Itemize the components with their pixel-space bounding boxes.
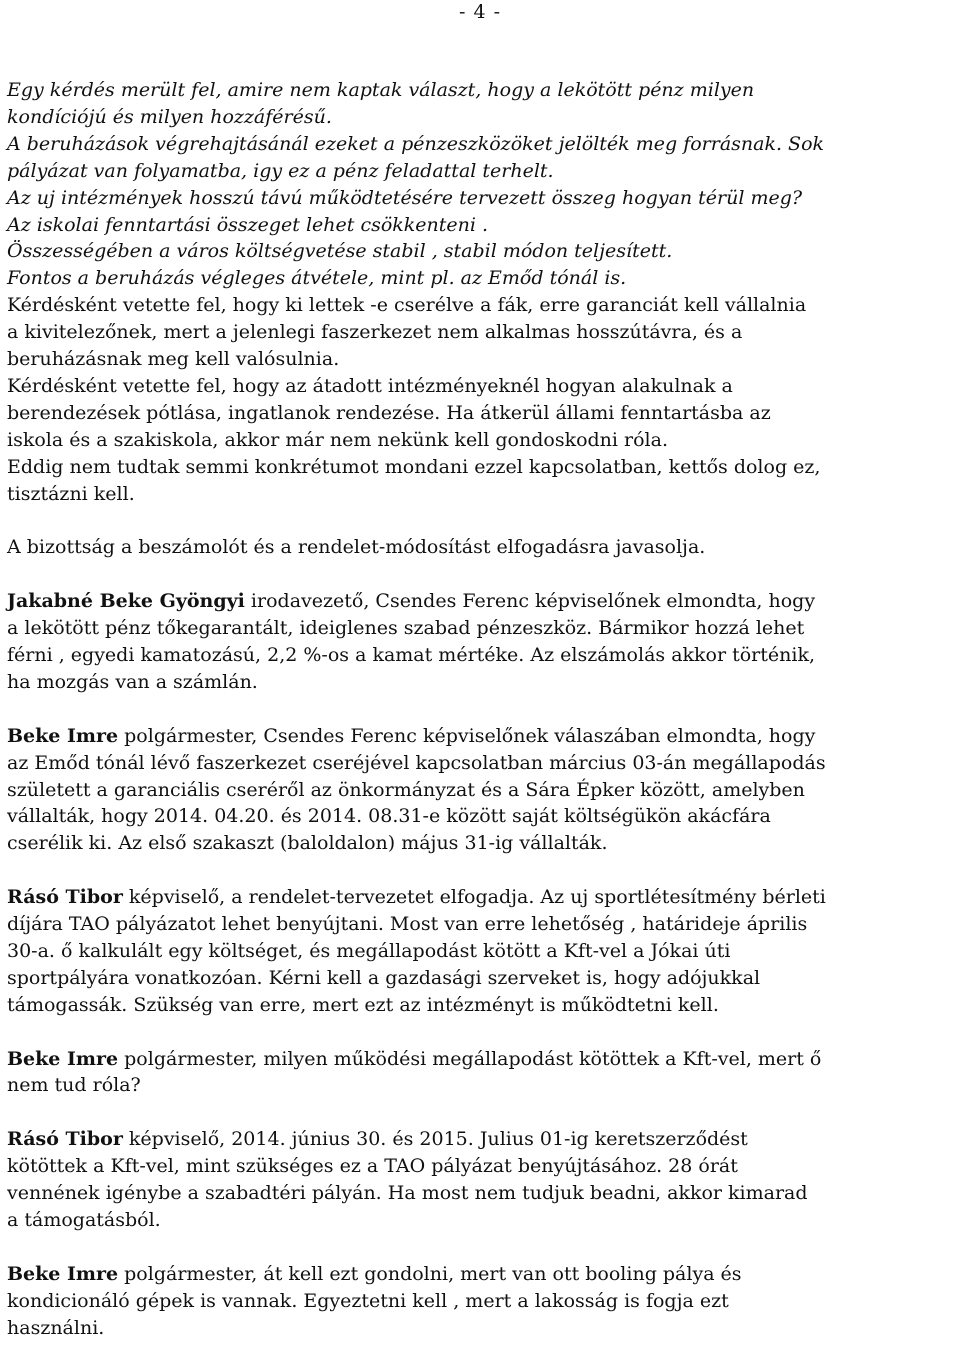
text-line: Eddig nem tudtak semmi konkrétumot mondani ezzel kapcsolatban, kettős dolog ez, (7, 455, 821, 478)
text-line: Egy kérdés merült fel, amire nem kaptak választ, hogy a lekötött pénz milyen (7, 79, 755, 101)
speaker-name: Beke Imre (7, 724, 119, 747)
text-line (7, 1261, 955, 1288)
text-line: a támogatásból. (7, 1208, 161, 1231)
paragraph-text: polgármester, Csendes Ferenc képviselőnek válaszában elmondta, hogy (118, 724, 816, 747)
paragraph-text: irodavezető, Csendes Ferenc képviselőnek elmondta, hogy (244, 590, 816, 613)
text-line: iskola és a szakiskola, akkor már nem nekünk kell gondoskodni róla. (7, 428, 669, 451)
speaker-paragraph (7, 884, 955, 1019)
speaker-paragraph (7, 1046, 955, 1100)
text-line (7, 1046, 955, 1073)
text-line: Összességében a város költségvetése stabil , stabil módon teljesített. (7, 240, 673, 263)
text-line: férni , egyedi kamatozású, 2,2 %-os a kamat mértéke. Az elszámolás akkor történik, (7, 644, 816, 666)
text-line: kötöttek a Kft-vel, mint szükséges ez a TAO pályázat benyújtásához. 28 órát (7, 1155, 738, 1178)
speaker-name: Rásó Tibor (7, 886, 123, 909)
text-line: Fontos a beruházás végleges átvétele, mint pl. az Emőd tónál is. (7, 267, 627, 290)
text-line: pályázat van folyamatba, igy ez a pénz feladattal terhelt. (7, 159, 554, 182)
text-line: a lekötött pénz tőkegarantált, ideiglenes szabad pénzeszköz. Bármikor hozzá lehet (7, 617, 805, 640)
text-line (7, 588, 955, 615)
text-line: használni. (7, 1316, 105, 1339)
text-line: vennének igénybe a szabadtéri pályán. Ha most nem tudjuk beadni, akkor kimarad (7, 1182, 808, 1205)
text-line: 30-a. ő kalkulált egy költséget, és megállapodást kötött a Kft-vel a Jókai úti (7, 939, 731, 962)
text-line: kondicionáló gépek is vannak. Egyeztetni kell , mert a lakosság is fogja ezt (7, 1289, 729, 1312)
text-line: nem tud róla? (7, 1074, 141, 1097)
paragraph-text: polgármester, át kell ezt gondolni, mert van ott booling pálya és (118, 1262, 742, 1285)
text-line: beruházásnak meg kell valósulnia. (7, 348, 340, 371)
text-line: kondíciójú és milyen hozzáférésű. (7, 105, 332, 128)
document-body (7, 77, 955, 1341)
speaker-name: Rásó Tibor (7, 1128, 123, 1151)
text-line: támogassák. Szükség van erre, mert ezt az intézményt is működtetni kell. (7, 993, 719, 1016)
paragraph-text: képviselő, a rendelet-tervezetet elfogadja. Az uj sportlétesítmény bérleti (122, 886, 826, 909)
text-line: vállalták, hogy 2014. 04.20. és 2014. 08.31-e között saját költségükön akácfára (7, 805, 771, 828)
paragraph-text: polgármester, milyen működési megállapodást kötöttek a Kft-vel, mert ő (118, 1047, 822, 1070)
speaker-paragraph (7, 1126, 955, 1234)
question-block (7, 292, 955, 507)
text-line (7, 723, 955, 750)
text-line: Az iskolai fenntartási összeget lehet csökkenteni . (7, 213, 489, 236)
speaker-paragraph (7, 723, 955, 858)
page-number: - 4 - (458, 1, 501, 23)
paragraph-text: képviselő, 2014. június 30. és 2015. Julius 01-ig keretszerződést (122, 1128, 748, 1151)
committee-statement: A bizottság a beszámolót és a rendelet-módosítást elfogadásra javasolja. (7, 536, 706, 559)
speaker-paragraph (7, 1261, 955, 1342)
text-line: berendezések pótlása, ingatlanok rendezése. Ha átkerül állami fenntartásba az (7, 401, 771, 424)
speaker-name: Jakabné Beke Gyöngyi (7, 590, 245, 613)
text-line: A beruházások végrehajtásánál ezeket a pénzeszközöket jelölték meg forrásnak. Sok (7, 132, 825, 155)
text-line: született a garanciális cseréről az önkormányzat és a Sára Épker között, amelyben (7, 778, 805, 801)
italic-summary (7, 77, 955, 292)
text-line (7, 884, 955, 911)
text-line: az Emőd tónál lévő faszerkezet cseréjével kapcsolatban március 03-án megállapodás (7, 751, 826, 774)
text-line: Az uj intézmények hosszú távú működtetésére tervezett összeg hogyan térül meg? (7, 186, 803, 209)
text-line (7, 1126, 955, 1153)
text-line: a kivitelezőnek, mert a jelenlegi faszerkezet nem alkalmas hosszútávra, és a (7, 321, 743, 344)
text-line: sportpályára vonatkozóan. Kérni kell a gazdasági szerveket is, hogy adójukkal (7, 966, 761, 989)
text-line: Kérdésként vetette fel, hogy az átadott intézményeknél hogyan alakulnak a (7, 374, 733, 397)
text-line: ha mozgás van a számlán. (7, 670, 258, 693)
speaker-name: Beke Imre (7, 1047, 119, 1070)
text-line: Kérdésként vetette fel, hogy ki lettek -e cserélve a fák, erre garanciát kell vállalnia (7, 294, 807, 317)
text-line: tisztázni kell. (7, 482, 135, 505)
speaker-name: Beke Imre (7, 1262, 119, 1285)
text-line: cserélik ki. Az első szakaszt (baloldalon) május 31-ig vállalták. (7, 832, 608, 855)
text-line: díjára TAO pályázatot lehet benyújtani. Most van erre lehetőség , határideje április (7, 913, 808, 936)
speaker-paragraph (7, 588, 955, 696)
